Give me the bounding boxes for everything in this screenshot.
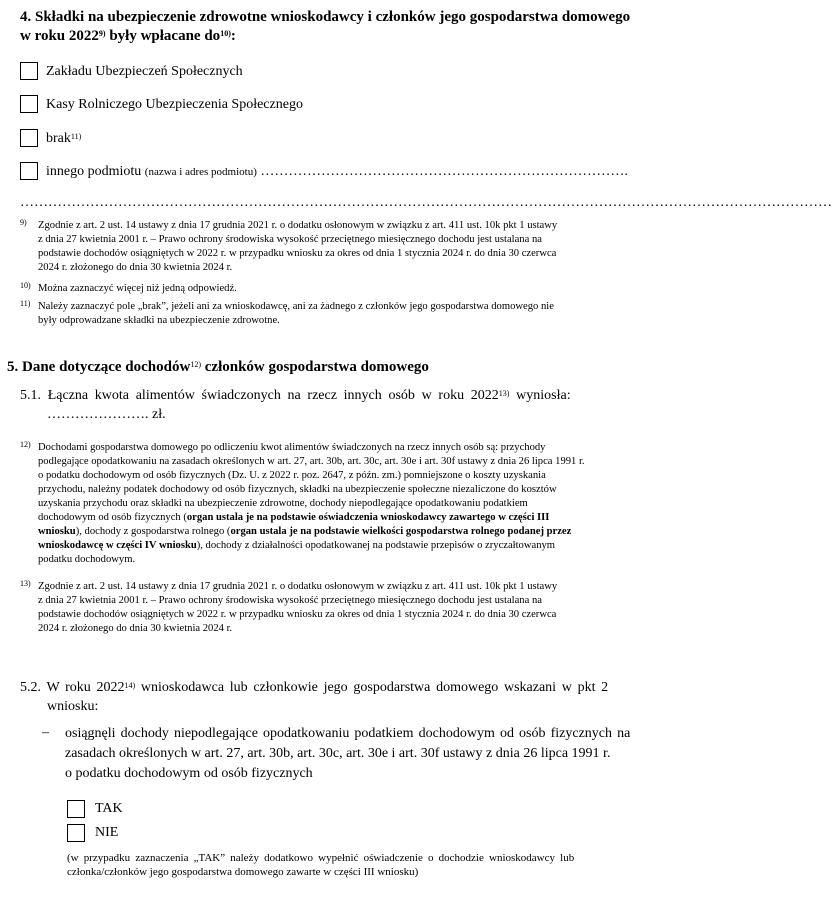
footnote-line [38,511,650,525]
footnote-line: 2024 r. złożonego do dnia 30 kwietnia 2024 r. [38,623,233,634]
footnote-line: Dochodami gospodarstwa domowego po odliczeniu kwot alimentów świadczonych na rzecz innych osób są: przychody [38,442,546,453]
q52-line1 [20,679,650,697]
nie-label: NIE [95,825,119,840]
heading-text: w roku 2022 [20,28,99,44]
checkbox-krus[interactable] [20,95,38,113]
footnote-bold: organ ustala je na podstawie oświadczenia wnioskodawcy zawartego w części III [186,512,550,523]
footnote-line: Można zaznaczyć więcej niż jedną odpowiedź. [38,283,237,294]
q51-line1 [20,387,622,405]
footnote-text: ), dochody z działalności opodatkowanej na podstawie przepisów o zryczałtowanym [196,540,556,551]
footnote-line: podstawie dochodów osiągniętych w 2022 r. w przypadku wniosku za okres od dnia 1 stycznia 2024 r. do dnia 30 czerwca [38,248,557,259]
footnote-text: dochodowym od osób fizycznych ( [38,512,187,523]
footnote-bold: wnioskodawcę w części IV wniosku [38,540,197,551]
footnote-line: z dnia 27 kwietnia 2001 r. – Prawo ochrony środowiska wysokość przeciętnego miesięcznego dochodu jest ustalana na [38,234,542,245]
question-text: wnioskodawca lub członkowie jego gospodarstwa domowego wskazani w pkt 2 [135,680,609,695]
footnote-ref: 12) [190,360,201,369]
checkbox-brak[interactable] [20,129,38,147]
footnote-ref: 11) [70,132,82,141]
footnote-number: 13) [20,579,31,588]
heading-text: członków gospodarstwa domowego [201,359,429,375]
footnote-line: 2024 r. złożonego do dnia 30 kwietnia 2024 r. [38,262,233,273]
fill-dots[interactable]: ……………………………………………………………………. [260,164,628,179]
footnote-number: 11) [20,299,31,308]
question-text: wyniosła: [509,388,571,403]
question-text: 5.1. Łączna kwota alimentów świadczonych na rzecz innych osób w roku 2022 [20,388,499,403]
checkbox-nie[interactable] [67,824,85,842]
item-line: osiągnęli dochody niepodlegające opodatkowaniu podatkiem dochodowym od osób fizycznych na [65,726,631,741]
option-text: innego podmiotu [46,164,142,179]
item-line: o podatku dochodowym od osób fizycznych [65,766,313,781]
option-brak-label [46,130,81,148]
q52-item [65,724,655,784]
footnote-line: uzyskania przychodu oraz składki na ubezpieczenie zdrowotne, dochody niepodlegające opodatkowaniu podatkiem [38,498,528,509]
footnote-number: 10) [20,281,31,290]
heading-text: były wpłacane do [105,28,221,44]
tak-note [67,851,651,879]
question-text: 5.2. W roku 2022 [20,680,125,695]
footnote-line: przychodu, należny podatek dochodowy od osób fizycznych, składki na ubezpieczenie społeczne niezaliczone do kosztów [38,484,557,495]
footnote-ref: 14) [124,681,136,690]
dash-bullet: – [42,725,49,740]
item-line: zasadach określonych w art. 27, art. 30b, art. 30c, art. 30e i art. 30f ustawy z dnia 26 lipca 1991 r. [65,746,611,761]
note-line: członka/członków jego gospodarstwa domowego zawarte w części III wniosku) [67,866,419,878]
footnote-line: z dnia 27 kwietnia 2001 r. – Prawo ochrony środowiska wysokość przeciętnego miesięcznego dochodu jest ustalana na [38,595,542,606]
footnote-line: podatku dochodowym. [38,554,136,565]
checkbox-tak[interactable] [67,800,85,818]
footnote-number: 9) [20,218,27,227]
fill-dots-line[interactable]: ………………………………………………………………………………………………………………………………………………………… [20,195,832,210]
footnote-line: podlegające opodatkowaniu na zasadach określonych w art. 27, art. 30b, art. 30c, art. 30e i art. 30f ustawy z dnia 26 lipca 1991 r. [38,456,585,467]
section4-heading-line1: 4. Składki na ubezpieczenie zdrowotne wnioskodawcy i członków jego gospodarstwa domowego [20,9,631,25]
note-line: (w przypadku zaznaczenia „TAK” należy dodatkowo wypełnić oświadczenie o dochodzie wnioskodawcy lub [67,852,575,864]
option-inny-label [46,163,628,181]
heading-text: 5. Dane dotyczące dochodów [7,359,191,375]
footnote-bold: wniosku [38,526,76,537]
section5-heading [7,357,429,377]
checkbox-inny[interactable] [20,162,38,180]
q51-amount-field[interactable]: …………………. zł. [47,407,166,422]
option-zus-label: Zakładu Ubezpieczeń Społecznych [46,64,243,79]
footnote-line: Zgodnie z art. 2 ust. 14 ustawy z dnia 17 grudnia 2021 r. o dodatku osłonowym w związku z art. 411 ust. 10k pkt 1 ustawy [38,581,558,592]
footnote-line: były odprowadzane składki na ubezpieczenie zdrowotne. [38,315,280,326]
tak-label: TAK [95,801,123,816]
footnote-line: o podatku dochodowym od osób fizycznych (Dz. U. z 2022 r. poz. 2647, z późn. zm.) pomniejszone o koszty uzyskania [38,470,546,481]
footnote-ref: 13) [498,389,510,398]
option-text: brak [46,131,71,146]
footnote-bold: organ ustala je na podstawie wielkości gospodarstwa rolnego podanej przez [230,526,572,537]
footnote-line [38,539,650,553]
footnote-ref: 9) [98,29,106,38]
footnote-line: Zgodnie z art. 2 ust. 14 ustawy z dnia 17 grudnia 2021 r. o dodatku osłonowym w związku z art. 411 ust. 10k pkt 1 ustawy [38,220,558,231]
footnote-number: 12) [20,440,31,449]
q52-line2: wniosku: [47,699,99,714]
footnote-line: podstawie dochodów osiągniętych w 2022 r. w przypadku wniosku za okres od dnia 1 stycznia 2024 r. do dnia 30 czerwca [38,609,557,620]
footnote-line: Należy zaznaczyć pole „brak”, jeżeli ani za wnioskodawcę, ani za żadnego z członków jego gospodarstwa domowego nie [38,301,554,312]
option-hint: (nazwa i adres podmiotu) [144,166,257,178]
section4-heading-line2 [20,26,236,46]
option-krus-label: Kasy Rolniczego Ubezpieczenia Społecznego [46,97,303,112]
heading-text: : [230,28,236,44]
checkbox-zus[interactable] [20,62,38,80]
footnote-ref: 10) [220,29,231,38]
footnote-text: ), dochody z gospodarstwa rolnego ( [75,526,231,537]
footnote-line [38,525,650,539]
